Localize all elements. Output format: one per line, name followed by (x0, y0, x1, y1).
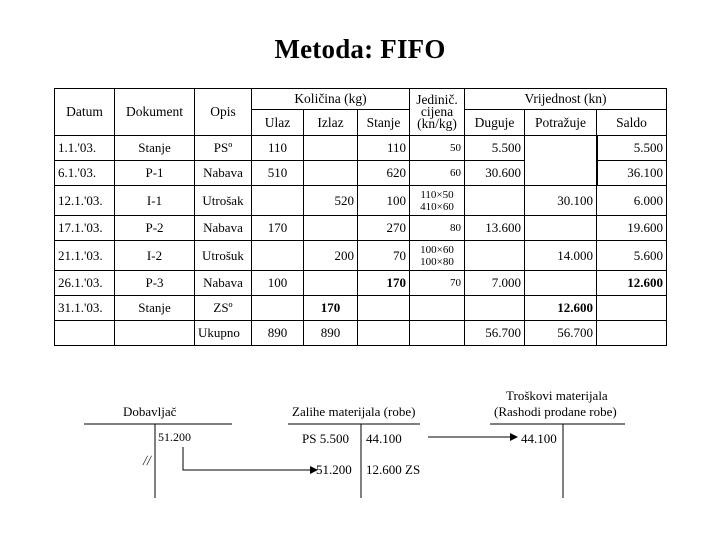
total-potrazuje: 56.700 (525, 321, 597, 346)
cell-saldo: 6.000 (597, 186, 667, 216)
cell-saldo: 5.600 (597, 241, 667, 271)
cell-dokument: I-1 (115, 186, 195, 216)
header-saldo: Saldo (597, 110, 667, 136)
header-izlaz: Izlaz (304, 110, 358, 136)
cell-potrazuje: 12.600 (525, 296, 597, 321)
cijena-line: 50 (450, 142, 461, 154)
cijena-line: 100×60 (420, 243, 454, 256)
cell-ulaz: 110 (252, 136, 304, 161)
cell-duguje: 7.000 (465, 271, 525, 296)
page-title: Metoda: FIFO (274, 34, 446, 64)
cell-datum: 1.1.'03. (55, 136, 115, 161)
cijena-line: 80 (450, 222, 461, 234)
cell-dokument: P-2 (115, 216, 195, 241)
cell-dokument: P-3 (115, 271, 195, 296)
cell-stanje: 100 (358, 186, 410, 216)
header-datum: Datum (55, 89, 115, 136)
cell-stanje: 170 (358, 271, 410, 296)
troskovi-title-line1: Troškovi materijala (506, 388, 608, 403)
cell-ulaz: 100 (252, 271, 304, 296)
cell-opis: PSº (195, 136, 252, 161)
total-duguje: 56.700 (465, 321, 525, 346)
header-jed-line2: cijena (420, 104, 454, 119)
cell-opis: Utrošuk (195, 241, 252, 271)
cell-potrazuje: 30.100 (525, 186, 597, 216)
cell-datum: 6.1.'03. (55, 161, 115, 186)
cell-saldo: 36.100 (597, 161, 667, 186)
cell-potrazuje: 14.000 (525, 241, 597, 271)
cell-opis: Nabava (195, 271, 252, 296)
zalihe-zs (366, 462, 420, 478)
cell-ulaz: 510 (252, 161, 304, 186)
zalihe-ps-label: PS (302, 431, 317, 446)
header-duguje: Duguje (465, 110, 525, 136)
cell-saldo: 5.500 (597, 136, 667, 161)
cell-stanje: 70 (358, 241, 410, 271)
header-opis: Opis (195, 89, 252, 136)
cell-ulaz: 170 (252, 216, 304, 241)
cell-dokument: I-2 (115, 241, 195, 271)
zalihe-zs-label: ZS (405, 462, 421, 477)
cell-stanje: 110 (358, 136, 410, 161)
cell-saldo: 19.600 (597, 216, 667, 241)
header-stanje: Stanje (358, 110, 410, 136)
cell-duguje: 5.500 (465, 136, 525, 161)
cell-datum: 17.1.'03. (55, 216, 115, 241)
troskovi-debit: 44.100 (521, 431, 557, 446)
cell-dokument: Stanje (115, 296, 195, 321)
cell-opis: Nabava (195, 216, 252, 241)
cijena-line: 60 (450, 167, 461, 179)
cell-dokument: P-1 (115, 161, 195, 186)
total-izlaz: 890 (304, 321, 358, 346)
arrow-dobavljac-zalihe (183, 447, 310, 470)
cell-datum: 21.1.'03. (55, 241, 115, 271)
dobavljac-title: Dobavljač (123, 404, 177, 419)
cijena-line: 410×60 (420, 200, 454, 213)
cijena-line: 70 (450, 277, 461, 289)
cell-duguje: 13.600 (465, 216, 525, 241)
cell-datum: 12.1.'03. (55, 186, 115, 216)
zalihe-debit: 51.200 (316, 462, 352, 477)
zalihe-zs-value: 12.600 (366, 462, 402, 477)
header-dokument: Dokument (115, 89, 195, 136)
cell-stanje: 620 (358, 161, 410, 186)
arrow-head-icon (510, 433, 518, 441)
troskovi-title-line2: (Rashodi prodane robe) (494, 404, 617, 419)
cell-datum: 31.1.'03. (55, 296, 115, 321)
total-label: Ukupno (195, 321, 252, 346)
header-jed-line1: Jedinič. (416, 92, 458, 107)
header-kolicina: Količina (kg) (252, 89, 410, 110)
dobavljac-mark: // (141, 454, 153, 469)
cell-duguje: 30.600 (465, 161, 525, 186)
cell-opis: Nabava (195, 161, 252, 186)
cijena-line: 100×80 (420, 255, 454, 268)
cell-izlaz: 520 (304, 186, 358, 216)
header-jed-line3: (kn/kg) (417, 116, 457, 131)
header-potrazuje: Potražuje (525, 110, 597, 136)
cell-dokument: Stanje (115, 136, 195, 161)
total-ulaz: 890 (252, 321, 304, 346)
cell-stanje: 270 (358, 216, 410, 241)
cell-opis: Utrošak (195, 186, 252, 216)
zalihe-ps-value: 5.500 (319, 431, 349, 446)
dobavljac-credit: 51.200 (158, 430, 191, 444)
cijena-line: 110×50 (420, 188, 454, 201)
cell-izlaz: 200 (304, 241, 358, 271)
cell-saldo: 12.600 (597, 271, 667, 296)
cell-opis: ZSº (195, 296, 252, 321)
zalihe-ps (302, 431, 349, 447)
cell-izlaz: 170 (304, 296, 358, 321)
cell-datum: 26.1.'03. (55, 271, 115, 296)
header-vrijednost: Vrijednost (kn) (465, 89, 667, 110)
header-ulaz: Ulaz (252, 110, 304, 136)
zalihe-credit: 44.100 (366, 431, 402, 446)
zalihe-title: Zalihe materijala (robe) (292, 404, 416, 419)
